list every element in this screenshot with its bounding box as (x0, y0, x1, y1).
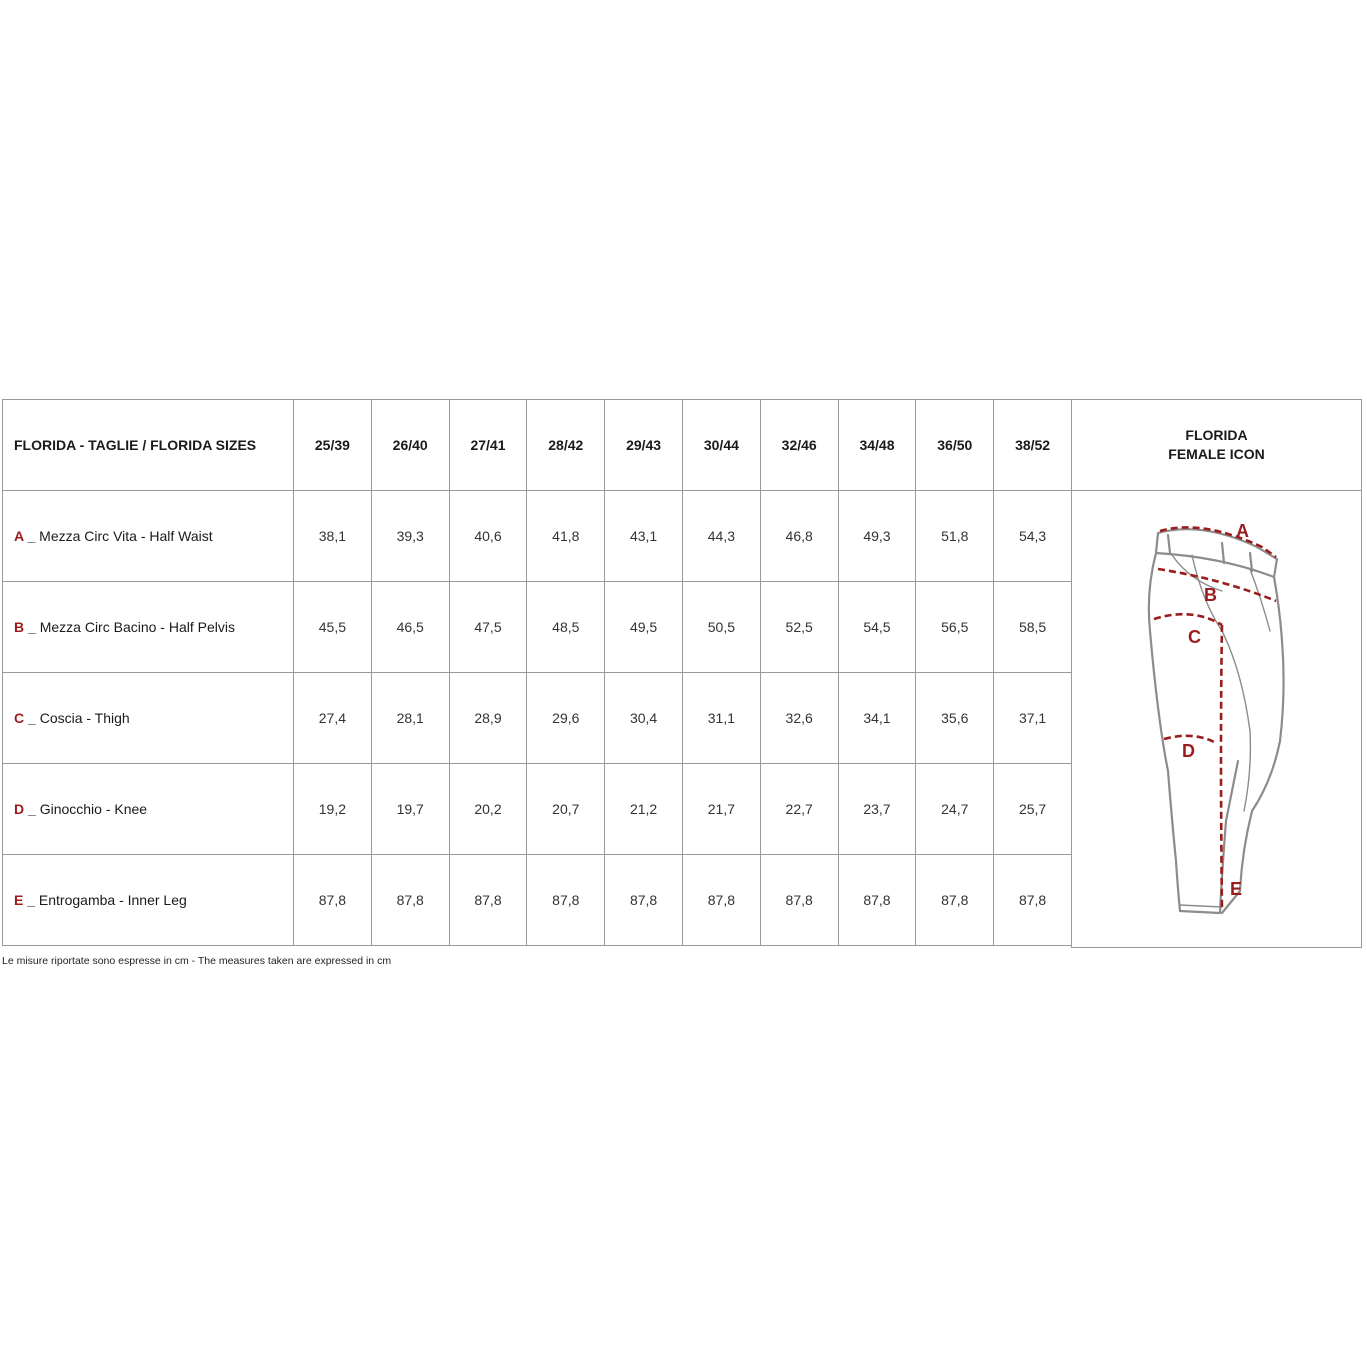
table-row (3, 582, 1072, 673)
row-label (3, 582, 294, 673)
table-cell: 87,8 (760, 855, 838, 946)
row-label-text: Entrogamba - Inner Leg (38, 892, 187, 908)
table-cell: 87,8 (916, 855, 994, 946)
marker-c: C (1188, 627, 1201, 647)
size-col-header: 28/42 (527, 400, 605, 491)
table-cell: 30,4 (605, 673, 683, 764)
marker-d: D (1182, 741, 1195, 761)
table-cell: 46,5 (371, 582, 449, 673)
row-separator: _ (24, 619, 40, 635)
table-cell: 46,8 (760, 491, 838, 582)
table-cell: 56,5 (916, 582, 994, 673)
size-col-header: 30/44 (682, 400, 760, 491)
measure-b-line (1158, 569, 1276, 601)
table-cell: 87,8 (605, 855, 683, 946)
table-cell: 28,1 (371, 673, 449, 764)
table-cell: 43,1 (605, 491, 683, 582)
table-row (3, 673, 1072, 764)
row-letter: D (14, 801, 25, 817)
icon-header (1072, 400, 1361, 491)
marker-a: A (1236, 521, 1249, 541)
table-cell: 87,8 (294, 855, 372, 946)
table-cell: 87,8 (682, 855, 760, 946)
table-cell: 20,7 (527, 764, 605, 855)
size-chart (2, 399, 1362, 948)
table-title: FLORIDA - TAGLIE / FLORIDA SIZES (3, 400, 294, 491)
table-cell: 58,5 (994, 582, 1072, 673)
table-cell: 27,4 (294, 673, 372, 764)
table-cell: 19,2 (294, 764, 372, 855)
row-label-text: Coscia - Thigh (39, 710, 130, 726)
icon-title-line2: FEMALE ICON (1168, 446, 1265, 462)
table-cell: 38,1 (294, 491, 372, 582)
table-cell: 40,6 (449, 491, 527, 582)
row-separator: _ (24, 710, 40, 726)
measure-a-line (1160, 527, 1276, 557)
table-cell: 25,7 (994, 764, 1072, 855)
table-cell: 45,5 (294, 582, 372, 673)
table-row (3, 764, 1072, 855)
size-col-header: 36/50 (916, 400, 994, 491)
row-label (3, 491, 294, 582)
row-letter: C (14, 710, 25, 726)
marker-b: B (1204, 585, 1217, 605)
row-separator: _ (23, 528, 40, 544)
table-cell: 87,8 (371, 855, 449, 946)
table-cell: 87,8 (527, 855, 605, 946)
table-row (3, 855, 1072, 946)
table-cell: 32,6 (760, 673, 838, 764)
table-cell: 54,5 (838, 582, 916, 673)
jeans-icon (1072, 491, 1361, 947)
table-cell: 39,3 (371, 491, 449, 582)
table-cell: 22,7 (760, 764, 838, 855)
back-pocket (1250, 569, 1270, 631)
table-cell: 37,1 (994, 673, 1072, 764)
size-table (2, 399, 1072, 946)
table-cell: 87,8 (838, 855, 916, 946)
size-col-header: 38/52 (994, 400, 1072, 491)
table-cell: 54,3 (994, 491, 1072, 582)
leg-outline-inner (1222, 577, 1284, 913)
table-cell: 29,6 (527, 673, 605, 764)
pants-illustration (1072, 491, 1361, 947)
row-letter: A (14, 528, 24, 544)
table-cell: 24,7 (916, 764, 994, 855)
table-cell: 50,5 (682, 582, 760, 673)
measure-c-line (1154, 614, 1222, 625)
table-cell: 44,3 (682, 491, 760, 582)
table-cell: 41,8 (527, 491, 605, 582)
table-cell: 49,3 (838, 491, 916, 582)
size-col-header: 29/43 (605, 400, 683, 491)
marker-e: E (1230, 879, 1243, 899)
table-cell: 49,5 (605, 582, 683, 673)
table-cell: 21,7 (682, 764, 760, 855)
row-label-text: Mezza Circ Bacino - Half Pelvis (39, 619, 235, 635)
table-cell: 51,8 (916, 491, 994, 582)
measure-e-line (1221, 625, 1222, 911)
row-label (3, 855, 294, 946)
row-label (3, 673, 294, 764)
table-cell: 19,7 (371, 764, 449, 855)
size-header-row (3, 400, 1072, 491)
hem-line (1180, 905, 1222, 907)
table-cell: 28,9 (449, 673, 527, 764)
table-cell: 48,5 (527, 582, 605, 673)
row-label (3, 764, 294, 855)
table-cell: 31,1 (682, 673, 760, 764)
table-cell: 34,1 (838, 673, 916, 764)
icon-column (1071, 399, 1362, 948)
table-cell: 21,2 (605, 764, 683, 855)
size-col-header: 26/40 (371, 400, 449, 491)
row-label-text: Mezza Circ Vita - Half Waist (39, 528, 213, 544)
row-label-text: Ginocchio - Knee (39, 801, 148, 817)
size-col-header: 27/41 (449, 400, 527, 491)
leg-outline-outer (1149, 553, 1238, 913)
table-cell: 23,7 (838, 764, 916, 855)
row-separator: _ (23, 892, 39, 908)
row-letter: B (14, 619, 25, 635)
table-cell: 47,5 (449, 582, 527, 673)
table-row (3, 491, 1072, 582)
icon-title-line1: FLORIDA (1185, 427, 1248, 443)
footnote: Le misure riportate sono espresse in cm - The measures taken are expressed in cm (2, 955, 392, 967)
row-letter: E (14, 892, 24, 908)
size-col-header: 34/48 (838, 400, 916, 491)
size-col-header: 32/46 (760, 400, 838, 491)
table-cell: 35,6 (916, 673, 994, 764)
size-col-header: 25/39 (294, 400, 372, 491)
row-separator: _ (24, 801, 40, 817)
table-cell: 20,2 (449, 764, 527, 855)
table-cell: 52,5 (760, 582, 838, 673)
table-cell: 87,8 (449, 855, 527, 946)
table-cell: 87,8 (994, 855, 1072, 946)
waistband-outline (1156, 529, 1277, 577)
